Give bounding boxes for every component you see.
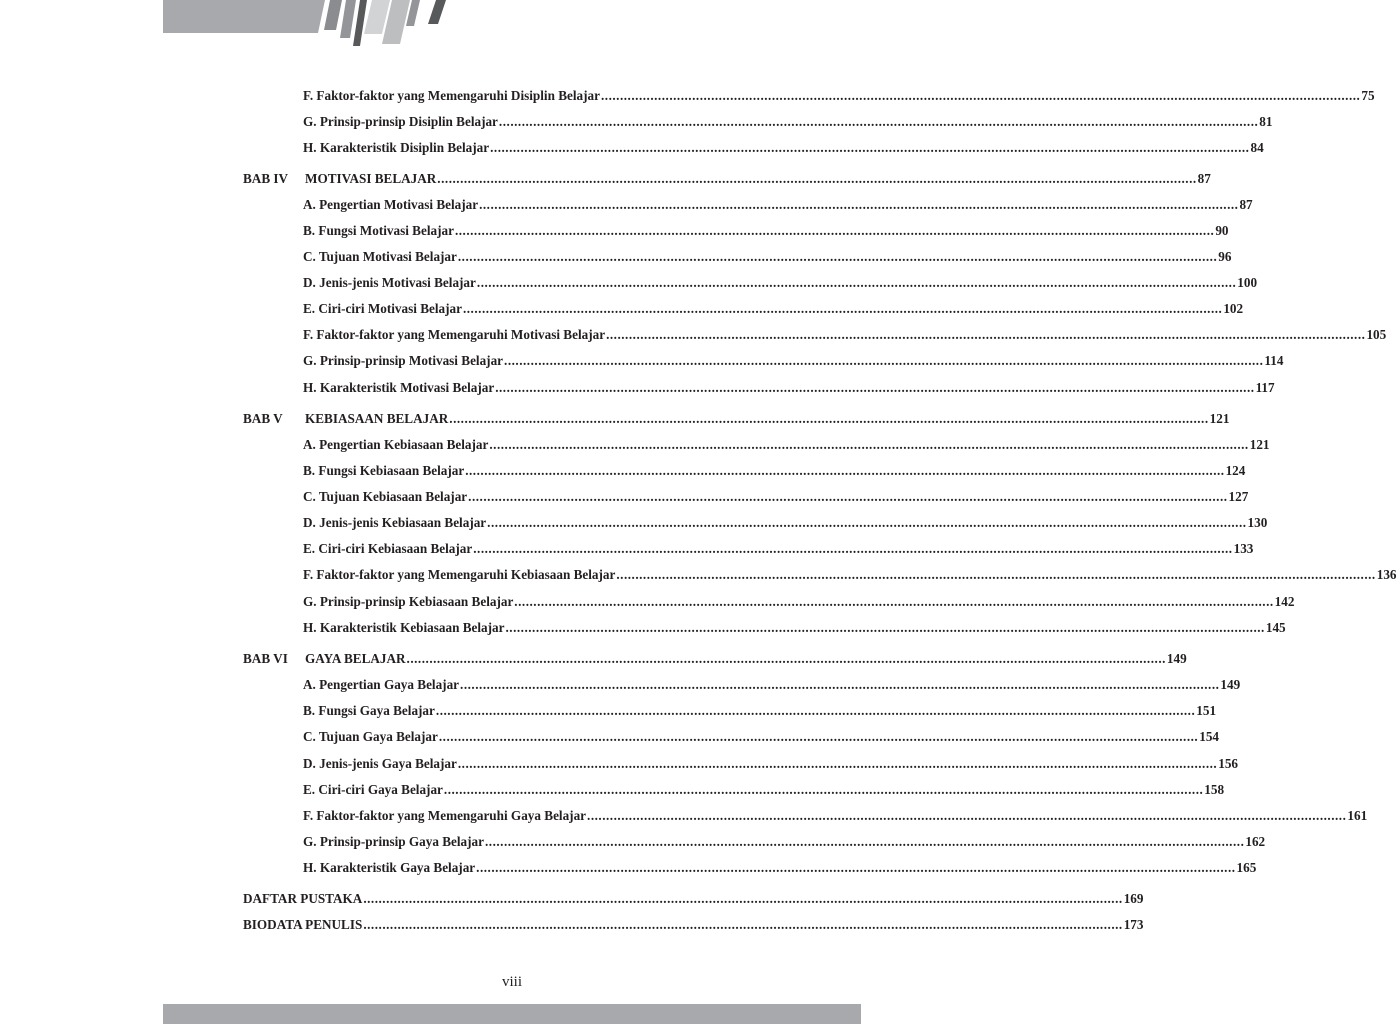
- entry-title: E. Ciri-ciri Motivasi Belajar: [303, 301, 462, 316]
- entry-page-number: 121: [1249, 437, 1270, 452]
- toc-section-entry[interactable]: [303, 620, 1286, 636]
- toc-section-entry[interactable]: [303, 489, 1249, 505]
- toc-chapter-entry[interactable]: [243, 651, 1187, 667]
- entry-title: B. Fungsi Gaya Belajar: [303, 703, 435, 718]
- dot-leader: ........................................................................................................................................................................................................: [443, 782, 1204, 797]
- dot-leader: ........................................................................................................................................................................................................: [465, 463, 1225, 478]
- toc-section-entry[interactable]: [303, 703, 1217, 719]
- dot-leader: ........................................................................................................................................................................................................: [490, 140, 1250, 155]
- dot-leader: ........................................................................................................................................................................................................: [435, 703, 1196, 718]
- page-number: viii: [501, 974, 522, 990]
- entry-page-number: 87: [1197, 171, 1211, 186]
- entry-title: G. Prinsip-prinsip Gaya Belajar: [303, 834, 484, 849]
- entry-page-number: 100: [1237, 275, 1258, 290]
- entry-page-number: 156: [1218, 756, 1238, 771]
- entry-page-number: 102: [1223, 301, 1244, 316]
- entry-page-number: 149: [1220, 677, 1241, 692]
- entry-title: G. Prinsip-prinsip Kebiasaan Belajar: [303, 594, 514, 609]
- entry-title: H. Karakteristik Gaya Belajar: [303, 860, 476, 875]
- toc-backmatter-entry[interactable]: [243, 891, 1144, 907]
- entry-page-number: 121: [1209, 411, 1230, 426]
- dot-leader: ........................................................................................................................................................................................................: [484, 834, 1245, 849]
- dot-leader: ........................................................................................................................................................................................................: [449, 411, 1209, 426]
- dot-leader: ........................................................................................................................................................................................................: [460, 677, 1220, 692]
- entry-title: F. Faktor-faktor yang Memengaruhi Motivasi Belajar: [303, 327, 606, 342]
- entry-page-number: 161: [1347, 808, 1368, 823]
- toc-section-entry[interactable]: [303, 515, 1268, 531]
- entry-title: G. Prinsip-prinsip Motivasi Belajar: [303, 353, 504, 368]
- dot-leader: ........................................................................................................................................................................................................: [600, 88, 1361, 103]
- entry-page-number: 84: [1250, 140, 1264, 155]
- dot-leader: ........................................................................................................................................................................................................: [468, 489, 1228, 504]
- entry-page-number: 136: [1376, 567, 1397, 582]
- toc-section-entry[interactable]: [303, 380, 1275, 396]
- entry-title: E. Ciri-ciri Gaya Belajar: [303, 782, 443, 797]
- entry-page-number: 151: [1196, 703, 1217, 718]
- toc-section-entry[interactable]: [303, 197, 1253, 213]
- dot-leader: ........................................................................................................................................................................................................: [504, 353, 1264, 368]
- toc-section-entry[interactable]: [303, 275, 1258, 291]
- entry-title: D. Jenis-jenis Kebiasaan Belajar: [303, 515, 487, 530]
- chapter-label: BAB V: [243, 411, 283, 426]
- entry-title: H. Karakteristik Motivasi Belajar: [303, 380, 495, 395]
- dot-leader: ........................................................................................................................................................................................................: [616, 567, 1376, 582]
- header-stripe: [340, 0, 356, 38]
- dot-leader: ........................................................................................................................................................................................................: [514, 594, 1274, 609]
- dot-leader: ........................................................................................................................................................................................................: [498, 114, 1259, 129]
- dot-leader: ........................................................................................................................................................................................................: [462, 301, 1223, 316]
- toc-section-entry[interactable]: [303, 567, 1397, 583]
- entry-title: H. Karakteristik Disiplin Belajar: [303, 140, 490, 155]
- entry-title: H. Karakteristik Kebiasaan Belajar: [303, 620, 505, 635]
- entry-title: GAYA BELAJAR: [305, 651, 406, 666]
- dot-leader: ........................................................................................................................................................................................................: [479, 197, 1239, 212]
- entry-page-number: 165: [1236, 860, 1257, 875]
- dot-leader: ........................................................................................................................................................................................................: [363, 891, 1123, 906]
- entry-title: C. Tujuan Kebiasaan Belajar: [303, 489, 468, 504]
- entry-page-number: 173: [1123, 917, 1144, 932]
- dot-leader: ........................................................................................................................................................................................................: [495, 380, 1255, 395]
- footer-band: [163, 1004, 861, 1024]
- toc-section-entry[interactable]: [303, 834, 1266, 850]
- toc-section-entry[interactable]: [303, 88, 1375, 104]
- toc-section-entry[interactable]: [303, 729, 1219, 745]
- entry-page-number: 87: [1239, 197, 1253, 212]
- toc-section-entry[interactable]: [303, 353, 1284, 369]
- dot-leader: ........................................................................................................................................................................................................: [457, 249, 1218, 264]
- dot-leader: ........................................................................................................................................................................................................: [476, 860, 1236, 875]
- entry-title: A. Pengertian Gaya Belajar: [303, 677, 460, 692]
- entry-page-number: 75: [1361, 88, 1375, 103]
- entry-page-number: 169: [1123, 891, 1144, 906]
- entry-page-number: 133: [1233, 541, 1254, 556]
- toc-section-entry[interactable]: [303, 463, 1246, 479]
- entry-page-number: 90: [1215, 223, 1229, 238]
- dot-leader: ........................................................................................................................................................................................................: [489, 437, 1249, 452]
- dot-leader: ........................................................................................................................................................................................................: [438, 729, 1199, 744]
- toc-section-entry[interactable]: [303, 327, 1387, 343]
- entry-title: F. Faktor-faktor yang Memengaruhi Kebiasaan Belajar: [303, 567, 616, 582]
- entry-title: D. Jenis-jenis Gaya Belajar: [303, 756, 457, 771]
- header-decoration: [0, 0, 1024, 60]
- dot-leader: ........................................................................................................................................................................................................: [454, 223, 1215, 238]
- dot-leader: ........................................................................................................................................................................................................: [587, 808, 1347, 823]
- toc-section-entry[interactable]: [303, 223, 1229, 239]
- toc-section-entry[interactable]: [303, 756, 1238, 772]
- entry-page-number: 81: [1259, 114, 1273, 129]
- entry-page-number: 127: [1228, 489, 1249, 504]
- entry-title: BIODATA PENULIS: [243, 917, 363, 932]
- entry-page-number: 149: [1166, 651, 1187, 666]
- toc-section-entry[interactable]: [303, 541, 1254, 557]
- entry-title: A. Pengertian Kebiasaan Belajar: [303, 437, 489, 452]
- dot-leader: ........................................................................................................................................................................................................: [505, 620, 1265, 635]
- entry-page-number: 130: [1247, 515, 1268, 530]
- header-stripe: [428, 0, 446, 24]
- entry-title: C. Tujuan Gaya Belajar: [303, 729, 438, 744]
- toc-section-entry[interactable]: [303, 114, 1273, 130]
- entry-title: DAFTAR PUSTAKA: [243, 891, 363, 906]
- toc-section-entry[interactable]: [303, 860, 1257, 876]
- entry-title: KEBIASAAN BELAJAR: [305, 411, 449, 426]
- toc-section-entry[interactable]: [303, 594, 1295, 610]
- chapter-label: BAB VI: [243, 651, 288, 666]
- chapter-label: BAB IV: [243, 171, 289, 186]
- entry-title: B. Fungsi Kebiasaan Belajar: [303, 463, 465, 478]
- toc-chapter-entry[interactable]: [243, 411, 1230, 427]
- entry-page-number: 124: [1225, 463, 1246, 478]
- entry-page-number: 158: [1204, 782, 1225, 797]
- dot-leader: ........................................................................................................................................................................................................: [437, 171, 1197, 186]
- toc-chapter-entry[interactable]: [243, 171, 1211, 187]
- header-stripe: [353, 0, 367, 46]
- toc-section-entry[interactable]: [303, 437, 1270, 453]
- header-stripe: [324, 0, 342, 30]
- entry-page-number: 114: [1264, 353, 1284, 368]
- dot-leader: ........................................................................................................................................................................................................: [363, 917, 1123, 932]
- header-band: [163, 0, 325, 33]
- entry-title: G. Prinsip-prinsip Disiplin Belajar: [303, 114, 498, 129]
- entry-title: F. Faktor-faktor yang Memengaruhi Gaya Belajar: [303, 808, 587, 823]
- entry-title: A. Pengertian Motivasi Belajar: [303, 197, 479, 212]
- entry-title: B. Fungsi Motivasi Belajar: [303, 223, 454, 238]
- entry-title: D. Jenis-jenis Motivasi Belajar: [303, 275, 476, 290]
- entry-page-number: 154: [1199, 729, 1219, 744]
- entry-page-number: 117: [1255, 380, 1275, 395]
- entry-title: F. Faktor-faktor yang Memengaruhi Disiplin Belajar: [303, 88, 600, 103]
- dot-leader: ........................................................................................................................................................................................................: [457, 756, 1218, 771]
- entry-title: E. Ciri-ciri Kebiasaan Belajar: [303, 541, 473, 556]
- entry-page-number: 142: [1274, 594, 1295, 609]
- toc-section-entry[interactable]: [303, 301, 1244, 317]
- toc-section-entry[interactable]: [303, 808, 1368, 824]
- toc-section-entry[interactable]: [303, 249, 1232, 265]
- toc-section-entry[interactable]: [303, 677, 1241, 693]
- toc-section-entry[interactable]: [303, 140, 1264, 156]
- toc-backmatter-entry[interactable]: [243, 917, 1144, 933]
- entry-page-number: 162: [1245, 834, 1266, 849]
- dot-leader: ........................................................................................................................................................................................................: [473, 541, 1233, 556]
- entry-page-number: 105: [1366, 327, 1387, 342]
- dot-leader: ........................................................................................................................................................................................................: [406, 651, 1166, 666]
- toc-section-entry[interactable]: [303, 782, 1225, 798]
- entry-title: MOTIVASI BELAJAR: [305, 171, 437, 186]
- entry-page-number: 145: [1265, 620, 1286, 635]
- dot-leader: ........................................................................................................................................................................................................: [487, 515, 1247, 530]
- dot-leader: ........................................................................................................................................................................................................: [606, 327, 1366, 342]
- entry-title: C. Tujuan Motivasi Belajar: [303, 249, 457, 264]
- entry-page-number: 96: [1218, 249, 1232, 264]
- dot-leader: ........................................................................................................................................................................................................: [476, 275, 1237, 290]
